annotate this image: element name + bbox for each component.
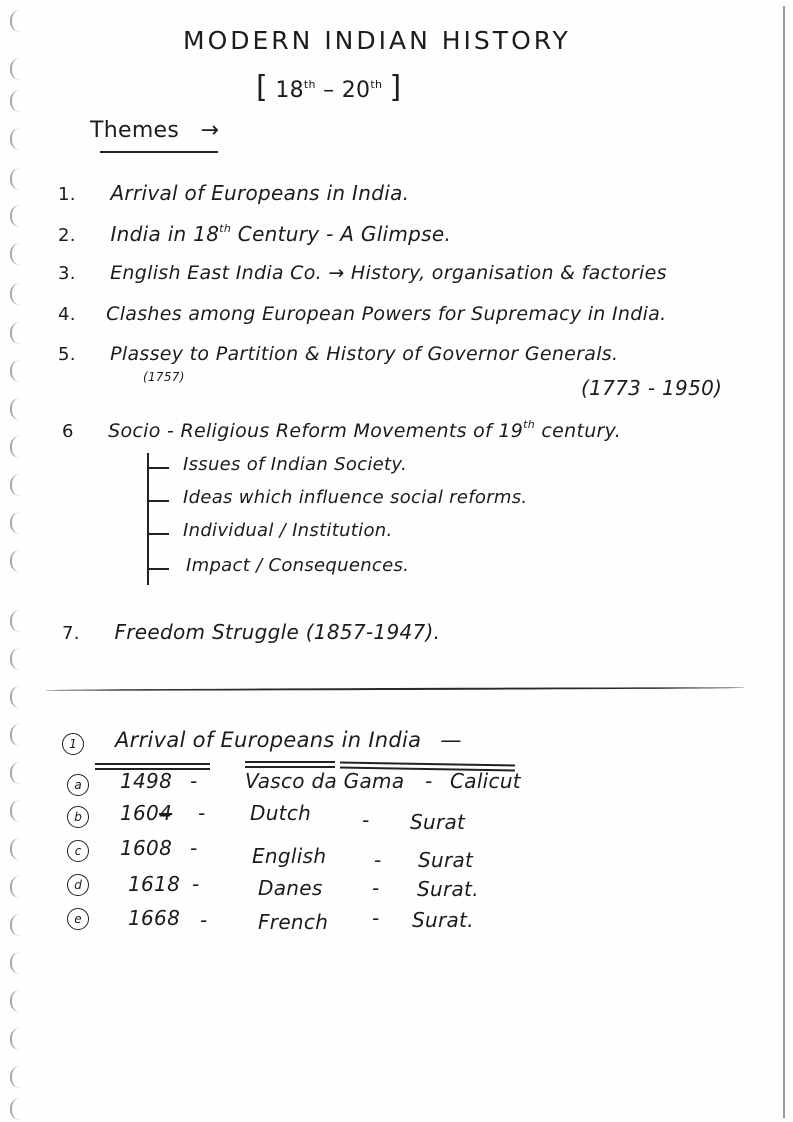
binding-ring-icon <box>10 1028 22 1050</box>
row-marker: b <box>67 806 89 828</box>
row-marker: e <box>67 908 89 930</box>
themes-heading-text: Themes <box>90 118 180 143</box>
row-separator: - <box>374 848 382 872</box>
subtree-item: Impact / Consequences. <box>186 555 410 576</box>
binding-ring-icon <box>10 952 22 974</box>
subtitle-from: 18 <box>275 78 304 103</box>
theme-text: Century - A Glimpse. <box>231 222 452 246</box>
binding-ring-icon <box>10 762 22 784</box>
row-where: Surat. <box>417 877 479 901</box>
theme-text: Arrival of Europeans in India. <box>110 181 410 205</box>
theme-text: Clashes among European Powers for Supremacy in India. <box>106 303 667 325</box>
binding-ring-icon <box>10 914 22 936</box>
theme-number: 4. <box>58 304 76 325</box>
subtitle-dash: – <box>323 78 335 103</box>
binding-ring-icon <box>10 474 22 496</box>
theme-text: Freedom Struggle (1857-1947). <box>114 620 441 644</box>
spiral-binding <box>10 0 30 1122</box>
subtree-branch <box>147 500 169 502</box>
row-year: 1608 <box>120 836 173 860</box>
binding-ring-icon <box>10 360 22 382</box>
page-subtitle <box>256 70 402 105</box>
binding-ring-icon <box>10 243 22 265</box>
theme-text: 18 <box>193 222 220 246</box>
row-marker: a <box>67 774 89 796</box>
row-who: Danes <box>258 876 323 900</box>
heading-underline <box>245 761 335 763</box>
theme-sup: th <box>523 418 536 431</box>
binding-ring-icon <box>10 876 22 898</box>
arrow-right-icon: → <box>200 118 220 143</box>
row-separator: - <box>200 908 208 932</box>
binding-ring-icon <box>10 168 22 190</box>
binding-ring-icon <box>10 550 22 572</box>
theme-number: 3. <box>58 263 76 284</box>
theme-item-6 <box>62 418 621 442</box>
subtree-branch <box>147 533 169 535</box>
theme-item-7 <box>62 620 440 644</box>
subtree-branch <box>147 467 169 469</box>
row-separator: - <box>198 801 206 825</box>
row-year-correction: 4 <box>159 801 173 825</box>
row-year-text: 160 <box>120 801 160 825</box>
binding-ring-icon <box>10 610 22 632</box>
subtree-vertical-line <box>147 453 149 585</box>
binding-ring-icon <box>10 90 22 112</box>
row-marker: c <box>67 840 89 862</box>
binding-ring-icon <box>10 1098 22 1120</box>
binding-ring-icon <box>10 990 22 1012</box>
bracket-close: ] <box>389 70 402 105</box>
theme-text: India in <box>110 222 194 246</box>
binding-ring-icon <box>10 436 22 458</box>
themes-underline <box>100 151 218 153</box>
row-who: French <box>258 910 329 934</box>
row-who: Vasco da Gama <box>245 769 405 793</box>
binding-ring-icon <box>10 128 22 150</box>
right-margin-line <box>783 6 785 1118</box>
theme-item-1 <box>58 181 409 205</box>
binding-ring-icon <box>10 686 22 708</box>
governor-generals-range: (1773 - 1950) <box>581 376 723 400</box>
theme-text: Plassey to Partition & History of Governor Generals. <box>110 343 619 365</box>
subtree-branch <box>147 568 169 570</box>
section-heading <box>115 728 462 752</box>
row-where: Surat <box>410 810 466 834</box>
subtree-item: Individual / Institution. <box>183 520 393 541</box>
theme-number: 2. <box>58 225 76 246</box>
row-where: Surat. <box>412 908 474 932</box>
row-who: English <box>252 844 327 868</box>
theme-number: 7. <box>62 623 80 644</box>
theme-item-3 <box>58 262 667 284</box>
theme-text: English East India Co. → History, organisation & factories <box>110 262 667 284</box>
row-year: 1498 <box>120 769 173 793</box>
subtree-item: Issues of Indian Society. <box>183 454 407 475</box>
binding-ring-icon <box>10 724 22 746</box>
row-where: Calicut <box>450 769 521 793</box>
heading-underline <box>95 763 210 765</box>
theme-number: 1. <box>58 184 76 205</box>
theme-sup: th <box>219 222 232 235</box>
binding-ring-icon <box>10 648 22 670</box>
page-title: MODERN INDIAN HISTORY <box>183 26 571 55</box>
row-year <box>120 801 172 825</box>
row-marker: d <box>67 874 89 896</box>
row-separator: - <box>372 876 380 900</box>
theme-text: Socio - Religious Reform Movements of <box>108 420 499 442</box>
subtree-item: Ideas which influence social reforms. <box>183 487 528 508</box>
subtitle-to: 20 <box>341 78 371 103</box>
theme-item-5 <box>58 343 618 365</box>
row-separator: - <box>190 769 198 793</box>
theme-item-2 <box>58 222 451 246</box>
theme-number: 5. <box>58 344 76 365</box>
binding-ring-icon <box>10 838 22 860</box>
row-year: 1618 <box>128 872 181 896</box>
binding-ring-icon <box>10 205 22 227</box>
row-separator: - <box>362 808 370 832</box>
binding-ring-icon <box>10 58 22 80</box>
section-divider <box>45 687 745 691</box>
row-where: Surat <box>418 848 474 872</box>
binding-ring-icon <box>10 800 22 822</box>
theme-text: 19 <box>498 420 524 442</box>
row-separator: - <box>425 769 433 793</box>
binding-ring-icon <box>10 512 22 534</box>
theme-number: 6 <box>62 421 74 442</box>
heading-underline <box>245 766 335 768</box>
theme-item-4 <box>58 303 666 325</box>
subtitle-from-sup: th <box>303 78 316 91</box>
bracket-open: [ <box>256 70 269 105</box>
theme-text: century. <box>535 420 622 442</box>
row-who: Dutch <box>250 801 312 825</box>
plassey-year-note: (1757) <box>143 370 185 384</box>
subtitle-to-sup: th <box>370 78 383 91</box>
themes-heading <box>90 118 219 143</box>
heading-underline <box>340 761 515 766</box>
binding-ring-icon <box>10 283 22 305</box>
section-heading-text: Arrival of Europeans in India <box>115 728 422 752</box>
row-separator: - <box>190 836 198 860</box>
section-number-badge: 1 <box>62 733 84 755</box>
binding-ring-icon <box>10 10 22 32</box>
section-heading-dash: — <box>440 728 462 752</box>
row-year: 1668 <box>128 906 181 930</box>
binding-ring-icon <box>10 398 22 420</box>
binding-ring-icon <box>10 322 22 344</box>
row-separator: - <box>192 872 200 896</box>
binding-ring-icon <box>10 1066 22 1088</box>
row-separator: - <box>372 906 380 930</box>
